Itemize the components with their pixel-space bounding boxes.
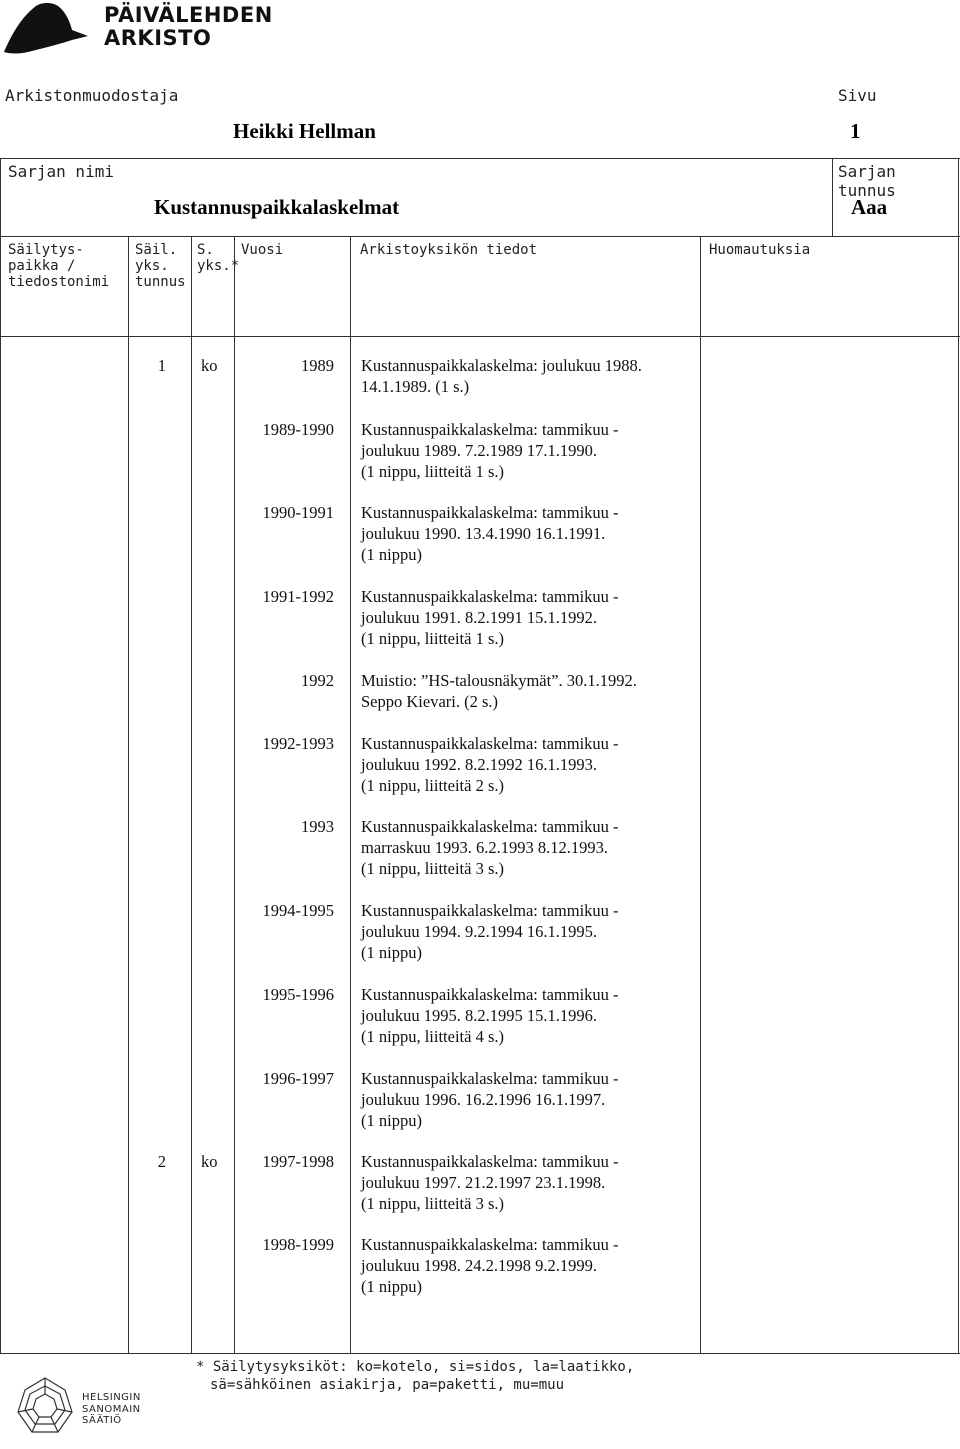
unit-description	[361, 900, 701, 963]
year: 1994-1995	[262, 901, 334, 920]
description-line: joulukuu 1992. 8.2.1992 16.1.1993.	[361, 755, 598, 774]
footnote-line1: * Säilytysyksiköt: ko=kotelo, si=sidos, la=laatikko,	[196, 1359, 635, 1375]
unit-description	[361, 984, 701, 1047]
description-line: joulukuu 1989. 7.2.1989 17.1.1990.	[361, 441, 598, 460]
description-line: joulukuu 1995. 8.2.1995 15.1.1996.	[361, 1006, 598, 1025]
description-line: Kustannuspaikkalaskelma: tammikuu -	[361, 985, 619, 1004]
description-line: joulukuu 1991. 8.2.1991 15.1.1992.	[361, 608, 598, 627]
footnote-line2: sä=sähköinen asiakirja, pa=paketti, mu=muu	[210, 1377, 565, 1393]
description-line: joulukuu 1997. 21.2.1997 23.1.1998.	[361, 1173, 606, 1192]
col-divider-1	[128, 236, 129, 1353]
description-line: (1 nippu, liitteitä 4 s.)	[361, 1027, 504, 1046]
archive-logo-text	[104, 4, 273, 50]
series-divider	[0, 236, 960, 237]
columns-divider	[0, 336, 960, 337]
description-line: Seppo Kievari. (2 s.)	[361, 692, 499, 711]
year: 1991-1992	[262, 587, 334, 606]
description-line: Kustannuspaikkalaskelma: tammikuu -	[361, 734, 619, 753]
page-value: 1	[850, 119, 861, 143]
col-header-unit-id: Säil. yks. tunnus	[135, 242, 186, 290]
col-divider-4	[350, 236, 351, 1353]
col-header-year: Vuosi	[241, 242, 284, 258]
description-line: Kustannuspaikkalaskelma: tammikuu -	[361, 1152, 619, 1171]
col-divider-2	[191, 236, 192, 1353]
table-left-border	[0, 158, 1, 1354]
year: 1992-1993	[262, 734, 334, 753]
description-line: (1 nippu, liitteitä 1 s.)	[361, 462, 504, 481]
unit-type: ko	[201, 356, 218, 375]
unit-description	[361, 733, 701, 796]
archive-logo-line2: ARKISTO	[104, 26, 212, 50]
description-line: (1 nippu, liitteitä 2 s.)	[361, 776, 504, 795]
description-line: joulukuu 1990. 13.4.1990 16.1.1991.	[361, 524, 606, 543]
series-code-divider	[832, 158, 833, 236]
unit-description	[361, 1151, 701, 1214]
unit-type: ko	[201, 1152, 218, 1171]
year: 1995-1996	[262, 985, 334, 1004]
unit-description	[361, 502, 701, 565]
series-name-value: Kustannuspaikkalaskelmat	[154, 195, 400, 219]
description-line: Kustannuspaikkalaskelma: tammikuu -	[361, 901, 619, 920]
series-code-value: Aaa	[851, 195, 888, 219]
unit-number: 2	[157, 1152, 166, 1171]
col-header-location: Säilytys- paikka / tiedostonimi	[8, 242, 110, 290]
year: 1997-1998	[262, 1152, 334, 1171]
description-line: Kustannuspaikkalaskelma: tammikuu -	[361, 587, 619, 606]
description-line: Muistio: ”HS-talousnäkymät”. 30.1.1992.	[361, 671, 637, 690]
unit-description	[361, 586, 701, 649]
col-header-notes: Huomautuksia	[709, 242, 811, 258]
description-line: (1 nippu)	[361, 1277, 422, 1296]
header-divider	[0, 158, 960, 159]
table-right-border	[958, 158, 959, 1354]
description-line: 14.1.1989. (1 s.)	[361, 377, 470, 396]
description-line: Kustannuspaikkalaskelma: joulukuu 1988.	[361, 356, 642, 375]
year: 1996-1997	[262, 1069, 334, 1088]
col-header-unit-type: S. yks.*	[197, 242, 240, 274]
description-line: Kustannuspaikkalaskelma: tammikuu -	[361, 503, 619, 522]
year: 1989-1990	[262, 420, 334, 439]
table-bottom-border	[0, 1353, 960, 1354]
unit-description	[361, 816, 701, 879]
series-name-label: Sarjan nimi	[8, 162, 114, 181]
unit-description	[361, 1068, 701, 1131]
foundation-logo-text: HELSINGIN SANOMAIN SÄÄTIÖ	[82, 1392, 141, 1426]
description-line: marraskuu 1993. 6.2.1993 8.12.1993.	[361, 838, 609, 857]
unit-description	[361, 670, 701, 712]
description-line: Kustannuspaikkalaskelma: tammikuu -	[361, 1235, 619, 1254]
description-line: Kustannuspaikkalaskelma: tammikuu -	[361, 420, 619, 439]
description-line: (1 nippu, liitteitä 3 s.)	[361, 859, 504, 878]
year: 1989	[301, 356, 334, 375]
footnote	[196, 1358, 634, 1394]
creator-value: Heikki Hellman	[233, 119, 376, 143]
page-label: Sivu	[838, 86, 877, 105]
description-line: Kustannuspaikkalaskelma: tammikuu -	[361, 817, 619, 836]
paivalehden-arkisto-logo-icon	[0, 0, 90, 58]
col-header-details: Arkistoyksikön tiedot	[360, 242, 538, 258]
description-line: Kustannuspaikkalaskelma: tammikuu -	[361, 1069, 619, 1088]
year: 1993	[301, 817, 334, 836]
creator-label: Arkistonmuodostaja	[5, 86, 179, 105]
series-code-label: Sarjan tunnus	[838, 162, 896, 200]
description-line: (1 nippu)	[361, 1111, 422, 1130]
year: 1990-1991	[262, 503, 334, 522]
helsingin-sanomain-saatio-logo-icon	[10, 1372, 80, 1440]
unit-description	[361, 419, 701, 482]
description-line: joulukuu 1998. 24.2.1998 9.2.1999.	[361, 1256, 598, 1275]
unit-description	[361, 1234, 701, 1297]
description-line: (1 nippu, liitteitä 3 s.)	[361, 1194, 504, 1213]
description-line: (1 nippu)	[361, 943, 422, 962]
description-line: (1 nippu, liitteitä 1 s.)	[361, 629, 504, 648]
col-divider-3	[234, 236, 235, 1353]
year: 1992	[301, 671, 334, 690]
archive-logo-line1: PÄIVÄLEHDEN	[104, 3, 273, 27]
year: 1998-1999	[262, 1235, 334, 1254]
description-line: joulukuu 1996. 16.2.1996 16.1.1997.	[361, 1090, 606, 1109]
unit-number: 1	[157, 356, 166, 375]
description-line: (1 nippu)	[361, 545, 422, 564]
description-line: joulukuu 1994. 9.2.1994 16.1.1995.	[361, 922, 598, 941]
unit-description	[361, 355, 701, 397]
